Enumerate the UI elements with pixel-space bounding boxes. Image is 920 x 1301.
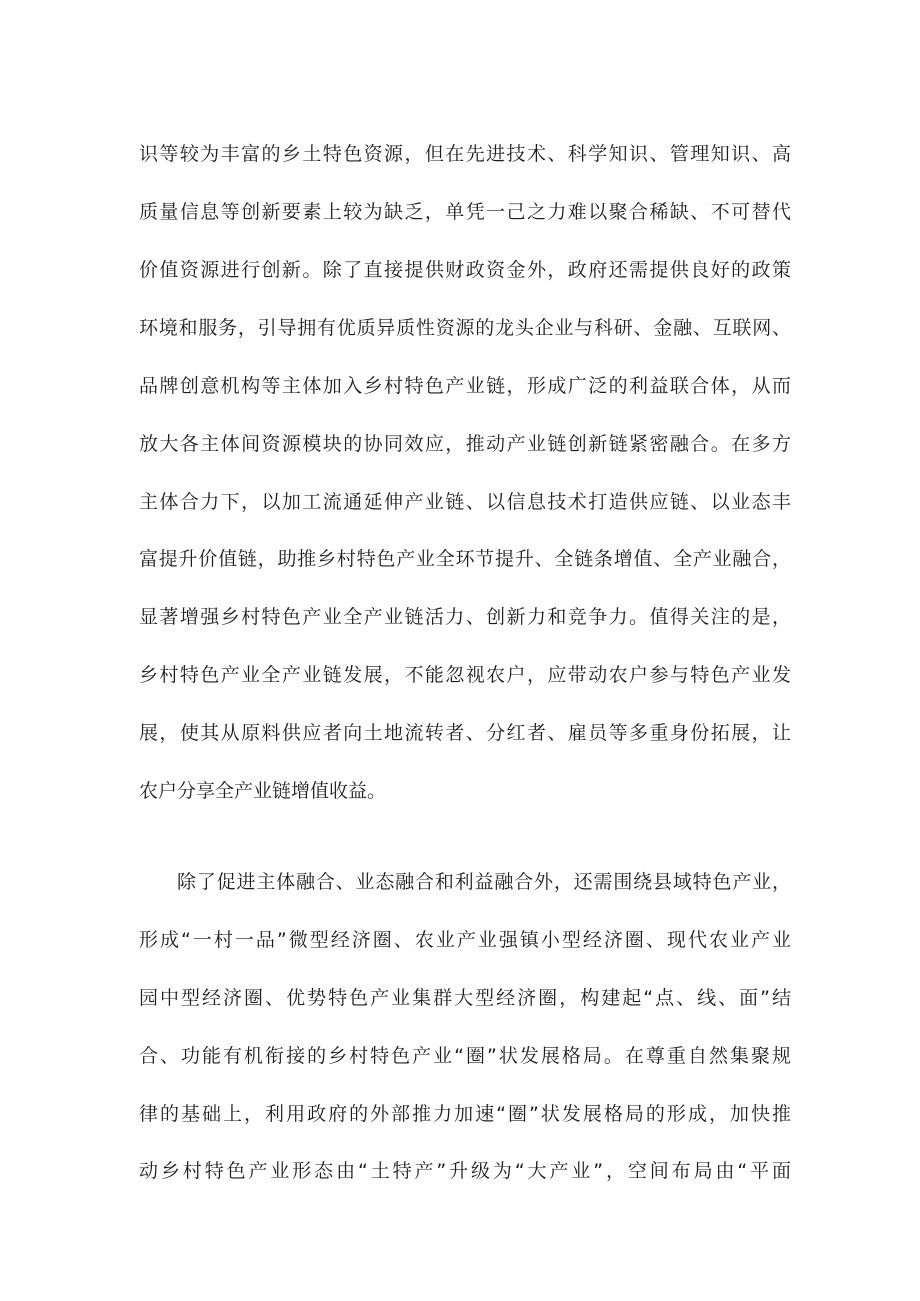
paragraph-1-line-6: 放大各主体间资源模块的协同效应，推动产业链创新链紧密融合。在多方 bbox=[139, 433, 791, 455]
paragraph-1-line-8: 富提升价值链，助推乡村特色产业全环节提升、全链条增值、全产业融合， bbox=[139, 548, 791, 570]
paragraph-2-line-2: 形成“一村一品”微型经济圈、农业产业强镇小型经济圈、现代农业产业 bbox=[139, 929, 791, 951]
paragraph-1-line-4: 环境和服务，引导拥有优质异质性资源的龙头企业与科研、金融、互联网、 bbox=[139, 317, 791, 339]
paragraph-1-line-9: 显著增强乡村特色产业全产业链活力、创新力和竞争力。值得关注的是， bbox=[139, 606, 791, 628]
paragraph-2-line-4: 合、功能有机衔接的乡村特色产业“圈”状发展格局。在尊重自然集聚规 bbox=[139, 1045, 791, 1067]
paragraph-1-line-5: 品牌创意机构等主体加入乡村特色产业链，形成广泛的利益联合体，从而 bbox=[139, 375, 791, 397]
paragraph-1-line-3: 价值资源进行创新。除了直接提供财政资金外，政府还需提供良好的政策 bbox=[139, 259, 791, 281]
paragraph-1-line-11: 展，使其从原料供应者向土地流转者、分红者、雇员等多重身份拓展，让 bbox=[139, 722, 791, 744]
paragraph-1-line-1: 识等较为丰富的乡土特色资源，但在先进技术、科学知识、管理知识、高 bbox=[139, 143, 791, 165]
paragraph-2-line-3: 园中型经济圈、优势特色产业集群大型经济圈，构建起“点、线、面”结 bbox=[139, 987, 791, 1009]
paragraph-1-line-7: 主体合力下，以加工流通延伸产业链、以信息技术打造供应链、以业态丰 bbox=[139, 491, 791, 513]
paragraph-2-line-1: 除了促进主体融合、业态融合和利益融合外，还需围绕县域特色产业， bbox=[177, 871, 791, 893]
paragraph-1-line-12: 农户分享全产业链增值收益。 bbox=[139, 780, 387, 802]
paragraph-2-line-6: 动乡村特色产业形态由“土特产”升级为“大产业”，空间布局由“平面 bbox=[139, 1160, 791, 1182]
paragraph-2-line-5: 律的基础上，利用政府的外部推力加速“圈”状发展格局的形成，加快推 bbox=[139, 1103, 791, 1125]
paragraph-1-line-10: 乡村特色产业全产业链发展，不能忽视农户，应带动农户参与特色产业发 bbox=[139, 664, 791, 686]
paragraph-1-line-2: 质量信息等创新要素上较为缺乏，单凭一己之力难以聚合稀缺、不可替代 bbox=[139, 201, 791, 223]
